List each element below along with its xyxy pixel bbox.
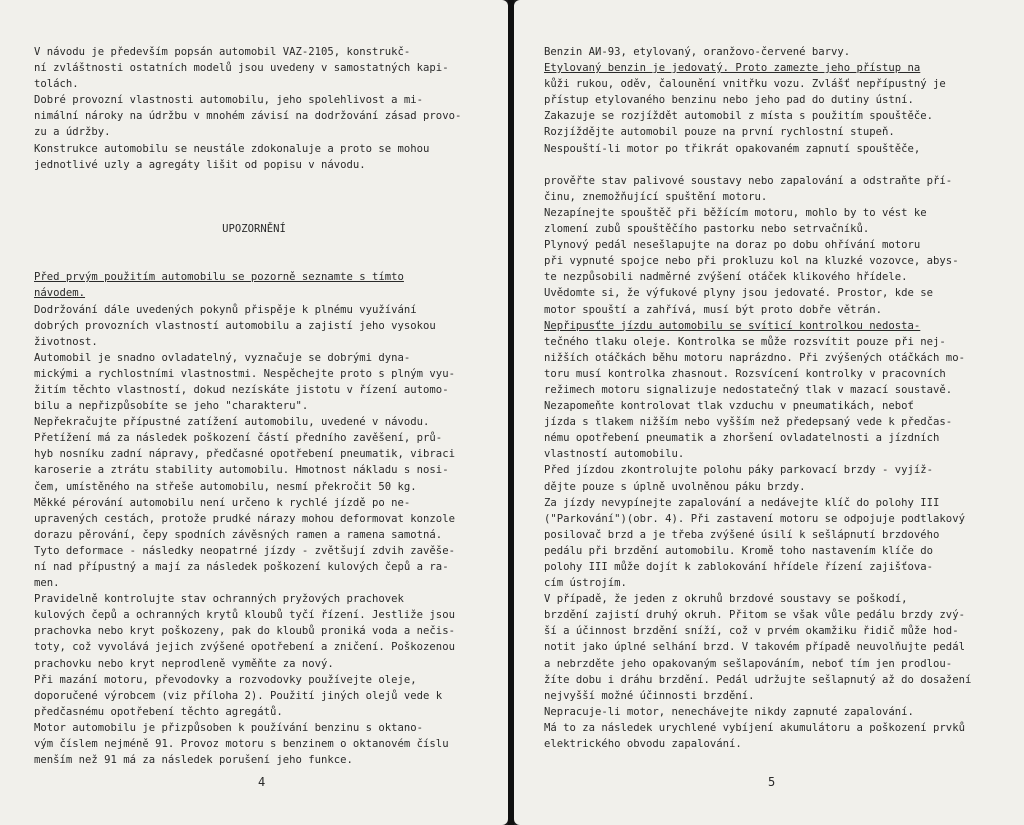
left-text-line: návodem.	[34, 287, 86, 300]
right-text-line: Plynový pedál nesešlapujte na doraz po dobu ohřívání motoru	[544, 239, 921, 252]
right-text-line: cím ústrojím.	[544, 577, 627, 590]
left-page-text	[34, 44, 474, 768]
right-text-line: nižších otáčkách běhu motoru naprázdno. Při zvýšených otáčkách mo-	[544, 351, 965, 364]
right-text-line: žíte dobu i dráhu brzdění. Pedál udržujte sešlapnutý až do dosažení	[544, 673, 972, 686]
left-text-line: předčasnému opotřebení těchto agregátů.	[34, 705, 283, 718]
left-text-line: dobrých provozních vlastností automobilu a zajistí jeho vysokou	[34, 319, 436, 332]
left-text-line: prachovka nebo kryt poškozeny, pak do kloubů proniká voda a nečis-	[34, 625, 455, 638]
right-text-line: dějte pouze s úplně uvolněnou páku brzdy.	[544, 480, 806, 493]
right-text-line: tečného tlaku oleje. Kontrolka se může rozsvítit pouze při nej-	[544, 335, 946, 348]
left-text-line: ní nad přípustný a mají za následek poškození kulových čepů a ra-	[34, 561, 449, 573]
left-text-line: Konstrukce automobilu se neustále zdokonaluje a proto se mohou	[34, 142, 430, 155]
left-text-line: ní zvláštnosti ostatních modelů jsou uvedeny v samostatných kapi-	[34, 62, 449, 75]
right-text-line: Etylovaný benzin je jedovatý. Proto zamezte jeho přístup na	[544, 62, 921, 75]
right-text-line: toru musí kontrolka zhasnout. Rozsvícení kontrolky v pracovních	[544, 367, 946, 380]
left-text-line: Pravidelně kontrolujte stav ochranných pryžových prachovek	[34, 593, 404, 606]
right-text-line: ší a účinnost brzdění sníží, což v prvém okamžiku řidič může hod-	[544, 625, 959, 638]
right-text-line: prověřte stav palivové soustavy nebo zapalování a odstraňte pří-	[544, 174, 953, 187]
left-text-line: prachovku nebo kryt neprodleně vyměňte za nový.	[34, 657, 334, 670]
right-text-line: režimech motoru signalizuje nedostatečný tlak v mazací soustavě.	[544, 383, 953, 396]
left-text-line: toty, což vyvolává jejich zvýšené opotřebení a zničení. Poškozenou	[34, 641, 455, 654]
right-text-line: V případě, že jeden z okruhů brzdové soustavy se poškodí,	[544, 593, 908, 606]
right-text-line: brzdění zajistí druhý okruh. Přitom se však vůle pedálu brzdy zvý-	[544, 609, 965, 622]
left-text-line: zu a údržby.	[34, 126, 111, 139]
left-text-line: Před prvým použitím automobilu se pozorně seznamte s tímto	[34, 271, 404, 284]
left-text-line: Dodržování dále uvedených pokynů přispěje k plnému využívání	[34, 303, 417, 316]
left-text-line: hyb nosníku zadní nápravy, předčasné opotřebení pneumatik, vibraci	[34, 448, 455, 461]
page-number-left: 4	[258, 775, 266, 789]
right-text-line: přístup etylovaného benzinu nebo jeho pad do dutiny ústní.	[544, 94, 914, 107]
right-text-line: Nezapínejte spouštěč při běžícím motoru, mohlo by to vést ke	[544, 206, 927, 219]
right-text-line: jízda s tlakem nižším nebo vyšším než předepsaný vede k předčas-	[544, 416, 953, 429]
right-text-line: činu, znemožňující spuštění motoru.	[544, 190, 768, 203]
left-text-line: menším než 91 má za následek porušení jeho funkce.	[34, 754, 353, 767]
left-text-line: životnost.	[34, 335, 98, 348]
right-text-line	[544, 157, 971, 173]
right-text-line: ("Parkování")(obr. 4). Při zastavení motoru se odpojuje podtlakový	[544, 512, 965, 525]
left-text-line	[34, 205, 474, 221]
left-text-line: vým číslem nejméně 91. Provoz motoru s benzinem o oktanovém číslu	[34, 738, 449, 751]
left-text-line: kulových čepů a ochranných krytů kloubů tyčí řízení. Jestliže jsou	[34, 609, 455, 622]
right-text-line: pedálu při brzdění automobilu. Kromě toho nastavením klíče do	[544, 544, 934, 557]
left-text-line: V návodu je především popsán automobil VAZ-2105, konstrukč-	[34, 46, 411, 58]
left-text-line: Tyto deformace - následky neopatrné jízdy - zvětšují zdvih zavěše-	[34, 544, 455, 557]
right-text-line: vlastností automobilu.	[544, 448, 685, 461]
right-text-line: nejvyšší možné účinnosti brzdění.	[544, 689, 755, 702]
right-text-line: a nebrzděte jeho opakovaným sešlapováním, neboť tím jen prodlou-	[544, 657, 953, 670]
left-text-line: men.	[34, 577, 60, 590]
right-text-line: Před jízdou zkontrolujte polohu páky parkovací brzdy - vyjíž-	[544, 464, 934, 477]
left-text-line: UPOZORNĚNÍ	[222, 223, 286, 236]
left-text-line: Motor automobilu je přizpůsoben k používání benzinu s oktano-	[34, 721, 424, 734]
left-text-line: upravených cestách, protože prudké nárazy mohou deformovat konzole	[34, 512, 455, 525]
right-text-line: Nespouští-li motor po třikrát opakovaném zapnutí spouštěče,	[544, 142, 921, 155]
right-text-line: Nepracuje-li motor, nenechávejte nikdy zapnuté zapalování.	[544, 705, 914, 718]
right-text-line: elektrického obvodu zapalování.	[544, 738, 742, 751]
right-text-line: polohy III může dojít k zablokování hřídele řízení zajišťova-	[544, 561, 934, 573]
right-text-line: motor spouští a zahřívá, musí být proto dobře větrán.	[544, 303, 883, 316]
right-text-line: notit jako úplné selhání brzd. V takovém případě neuvolňujte pedál	[544, 641, 965, 654]
left-text-line	[34, 253, 474, 269]
left-text-line: tolách.	[34, 78, 79, 91]
right-text-line: Nepřipusťte jízdu automobilu se svíticí kontrolkou nedosta-	[544, 319, 921, 332]
right-text-line: Má to za následek urychlené vybíjení akumulátoru a poškození prvků	[544, 721, 965, 734]
left-text-line: Při mazání motoru, převodovky a rozvodovky používejte oleje,	[34, 673, 417, 686]
right-text-line: posilovač brzd a je třeba zvýšené úsilí k sešlápnutí brzdového	[544, 528, 940, 541]
right-text-line: Rozjíždějte automobil pouze na první rychlostní stupeň.	[544, 126, 895, 139]
right-text-line: Nezapomeňte kontrolovat tlak vzduchu v pneumatikách, neboť	[544, 400, 914, 413]
left-text-line	[34, 237, 474, 253]
left-text-line: Přetížení má za následek poškození částí předního zavěšení, prů-	[34, 432, 443, 445]
right-text-line: Zakazuje se rozjíždět automobil z místa s použitím spouštěče.	[544, 110, 934, 123]
left-text-line: jednotlivé uzly a agregáty lišit od popisu v návodu.	[34, 158, 366, 171]
right-text-line: Za jízdy nevypínejte zapalování a nedávejte klíč do polohy III	[544, 496, 940, 509]
left-text-line: mickými a rychlostními vlastnostmi. Nespěchejte proto s plným vyu-	[34, 367, 455, 380]
right-page-text	[544, 44, 971, 752]
left-text-line: dorazu pěrování, čepy spodních závěsných ramen a ramena samotná.	[34, 528, 443, 541]
left-text-line	[34, 173, 474, 189]
right-text-line: nému opotřebení pneumatik a zhoršení ovladatelnosti a jízdních	[544, 432, 940, 445]
left-text-line: doporučené výrobcem (viz příloha 2). Použití jiných olejů vede k	[34, 689, 443, 702]
left-text-line: bilu a nepřizpůsobíte se jeho "charakteru".	[34, 400, 309, 413]
left-text-line: Nepřekračujte přípustné zatížení automobilu, uvedené v návodu.	[34, 416, 430, 429]
page-number-right: 5	[768, 775, 776, 789]
left-text-line	[34, 189, 474, 205]
left-text-line: nimální nároky na údržbu v mnohém závisí na dodržování zásad provo-	[34, 110, 462, 123]
left-text-line: Měkké pérování automobilu není určeno k rychlé jízdě po ne-	[34, 496, 411, 509]
left-text-line: karoserie a ztrátu stability automobilu. Hmotnost nákladu s nosi-	[34, 464, 449, 477]
right-text-line: Uvědomte si, že výfukové plyny jsou jedovaté. Prostor, kde se	[544, 287, 934, 300]
right-text-line: kůži rukou, oděv, čalounění vnitřku vozu. Zvlášť nepřípustný je	[544, 78, 946, 91]
left-text-line: čem, umístěného na střeše automobilu, nesmí překročit 50 kg.	[34, 480, 417, 493]
page-left	[0, 0, 508, 825]
right-text-line: te nezpůsobili nadměrné zvýšení otáček klikového hřídele.	[544, 271, 908, 284]
right-text-line: zlomení zubů spouštěčího pastorku nebo setrvačníků.	[544, 223, 870, 236]
left-text-line: Dobré provozní vlastnosti automobilu, jeho spolehlivost a mi-	[34, 94, 424, 107]
left-text-line: Automobil je snadno ovladatelný, vyznačuje se dobrými dyna-	[34, 351, 411, 364]
left-text-line: žitím těchto vlastností, dokud nezískáte jistotu v řízení automo-	[34, 383, 449, 396]
right-text-line: Benzin АИ-93, etylovaný, oranžovo-červené barvy.	[544, 46, 851, 58]
right-text-line: při vypnuté spojce nebo při prokluzu kol na kluzké vozovce, abys-	[544, 255, 959, 268]
page-right	[514, 0, 1024, 825]
